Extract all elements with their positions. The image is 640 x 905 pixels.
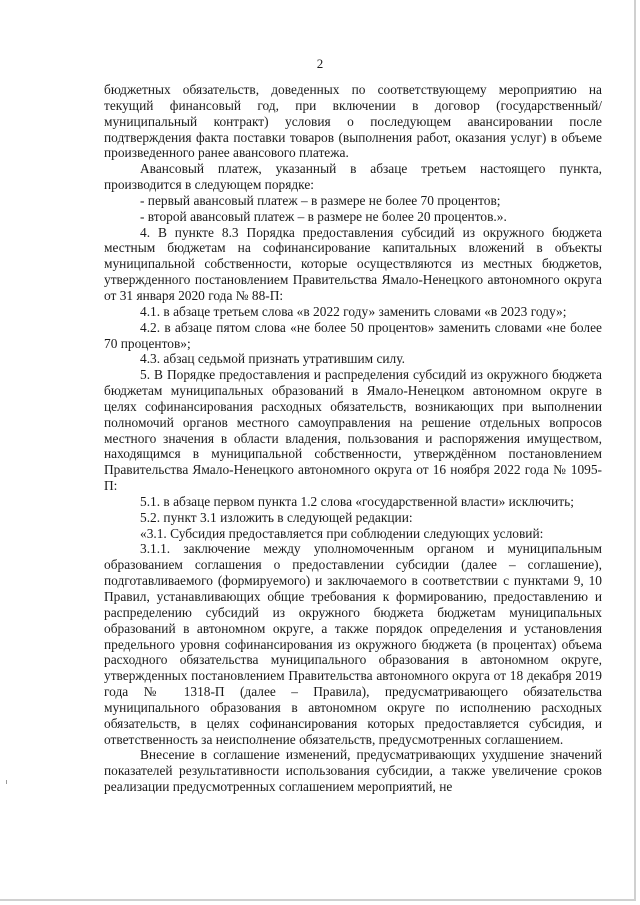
page-number: 2	[316, 56, 324, 71]
paragraph: 4.2. в абзаце пятом слова «не более 50 процентов» заменить словами «не более 70 процентов»;	[104, 319, 602, 351]
paragraph: 4.1. в абзаце третьем слова «в 2022 году» заменить словами «в 2023 году»;	[140, 303, 567, 319]
paragraph: - первый авансовый платеж – в размере не более 70 процентов;	[140, 192, 501, 208]
paragraph: Внесение в соглашение изменений, предусматривающих ухудшение значений показателей результативности использования субсидии, а также увеличение сроков реализации предусмотренных соглашением мероприятий, не	[104, 747, 602, 795]
paragraph: - второй авансовый платеж – в размере не более 20 процентов.».	[140, 208, 507, 224]
paragraph: 5.2. пункт 3.1 изложить в следующей редакции:	[140, 509, 413, 525]
paragraph: 3.1.1. заключение между уполномоченным органом и муниципальным образованием соглашения о предоставлении субсидии (далее – соглашение), подготавливаемого (формируемого) и заключаемого в соответствии с пунктами 9, 10 Правил, устанавливающих общие требования к формированию, предоставлению и распределению субсидий из окружного бюджета бюджетам муниципальных образований в автономном округе, а также порядок определения и установления предельного уровня софинансирования из окружного бюджета (в процентах) объема расходного обязательства муниципального образования в автономном округе, утвержденных постановлением Правительства автономного округа от 18 декабря 2019 года № 1318-П (далее – Правила), предусматривающего обязательства муниципального образования в автономном округе по исполнению расходных обязательств, в целях софинансирования которых предоставляется субсидия, и ответственность за неисполнение обязательств, предусмотренных соглашением.	[104, 541, 602, 747]
paragraph: 5. В Порядке предоставления и распределения субсидий из окружного бюджета бюджетам муниципальных образований в Ямало-Ненецком автономном округе в целях софинансирования расходных обязательств, возникающих при выполнении полномочий органов местного самоуправления на решение отдельных вопросов местного значения в области владения, пользования и распоряжения имуществом, находящимся в муниципальной собственности, утверждённом постановлением Правительства Ямало-Ненецкого автономного округа от 16 ноября 2022 года № 1095-П:	[104, 367, 602, 494]
paragraph: 4. В пункте 8.3 Порядка предоставления субсидий из окружного бюджета местным бюджетам на софинансирование капитальных вложений в объекты муниципальной собственности, которые осуществляются из местных бюджетов, утвержденного постановлением Правительства Ямало-Ненецкого автономного округа от 31 января 2020 года № 88-П:	[104, 224, 602, 303]
document-body	[104, 82, 602, 795]
paragraph: 5.1. в абзаце первом пункта 1.2 слова «государственной власти» исключить;	[140, 493, 574, 509]
paragraph: Авансовый платеж, указанный в абзаце третьем настоящего пункта, производится в следующем порядке:	[104, 161, 602, 193]
margin-mark	[6, 780, 7, 784]
paragraph: 4.3. абзац седьмой признать утратившим силу.	[140, 351, 405, 367]
paragraph: «3.1. Субсидия предоставляется при соблюдении следующих условий:	[140, 525, 544, 541]
paragraph: бюджетных обязательств, доведенных по соответствующему мероприятию на текущий финансовый год, при включении в договор (государственный/муниципальный контракт) условия о последующем авансировании после подтверждения факта поставки товаров (выполнения работ, оказания услуг) в объеме произведенного ранее авансового платежа.	[104, 82, 602, 161]
